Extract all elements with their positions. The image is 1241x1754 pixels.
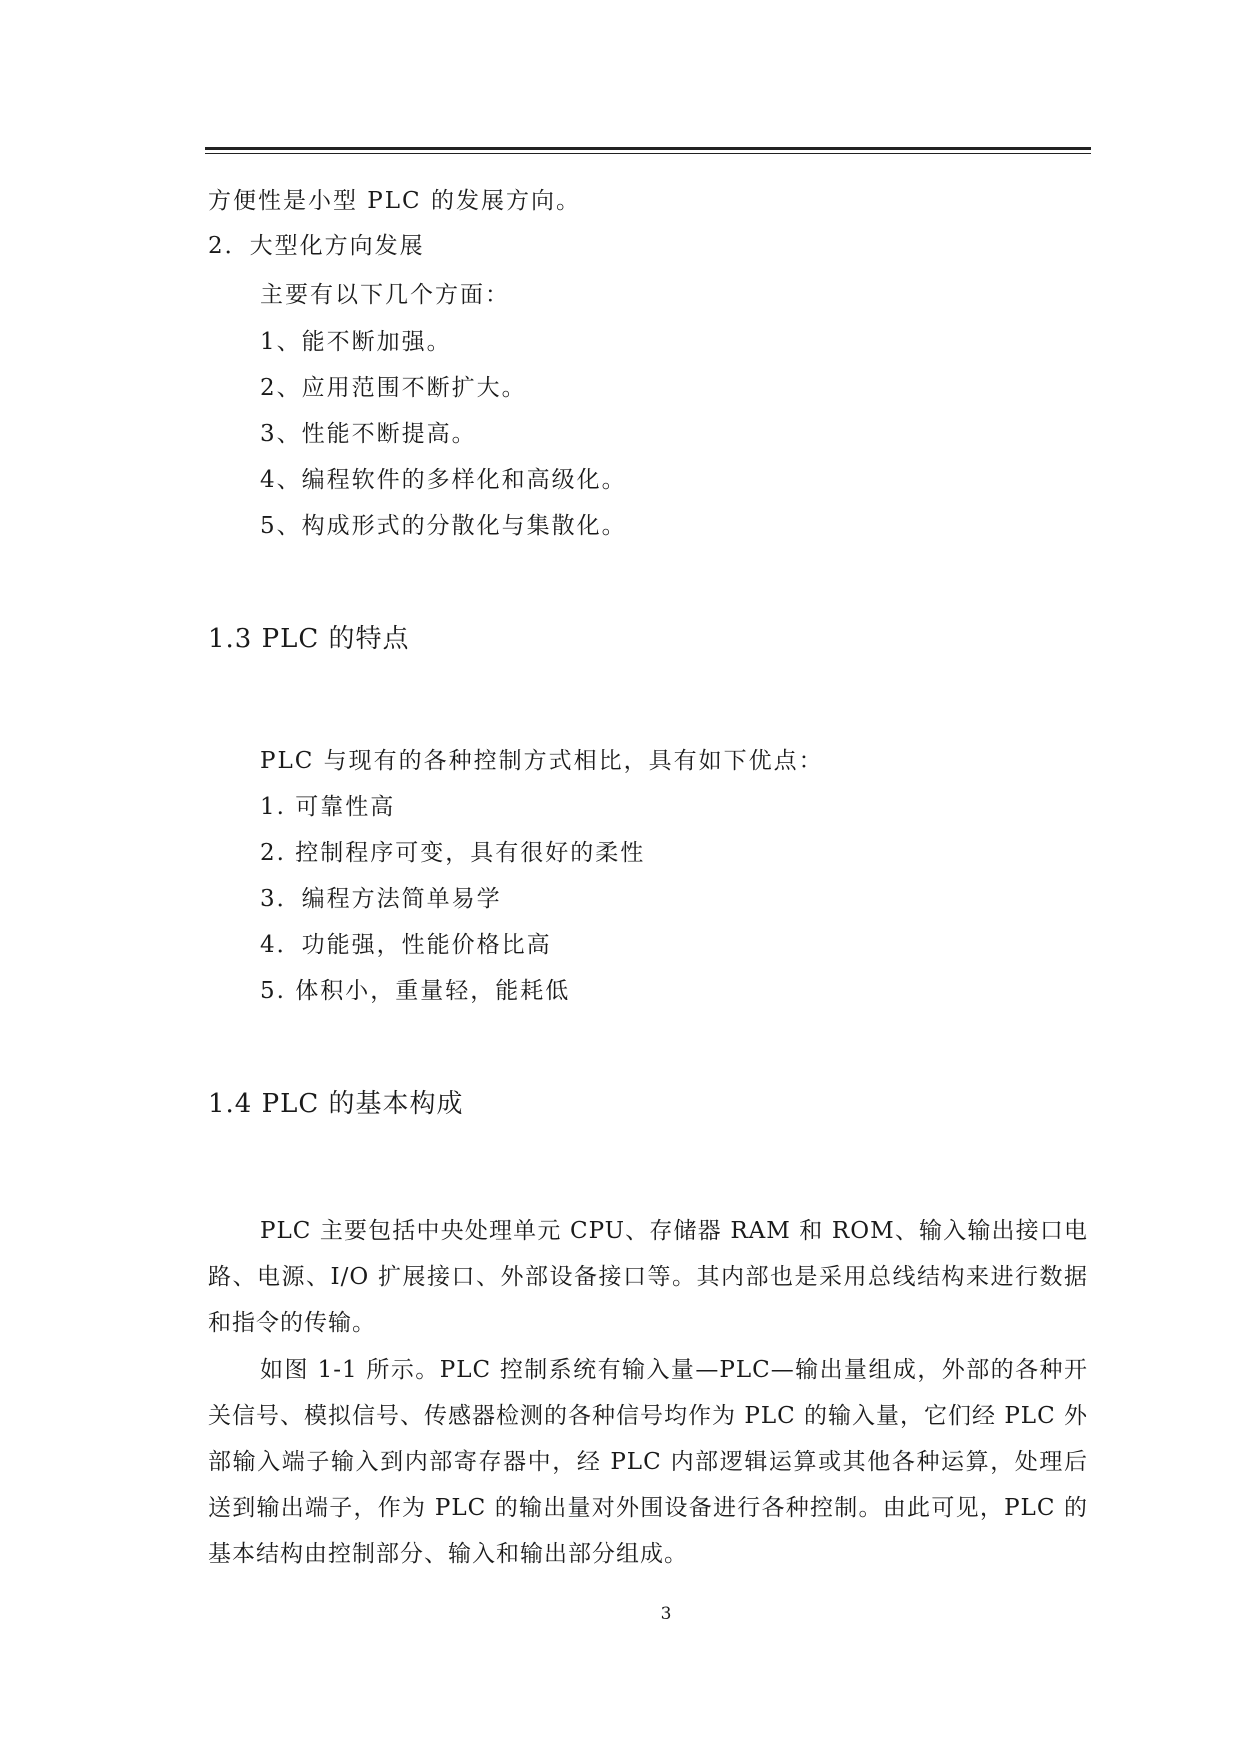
- list-item: 2. 控制程序可变，具有很好的柔性: [260, 840, 646, 866]
- list-item: 3．编程方法简单易学: [260, 886, 502, 912]
- list-item: 4、编程软件的多样化和高级化。: [260, 467, 627, 493]
- list-item: 4．功能强，性能价格比高: [260, 932, 552, 958]
- item2-lead: 主要有以下几个方面：: [260, 282, 510, 308]
- list-item: 1. 可靠性高: [260, 794, 396, 820]
- header-rule-thick: [205, 147, 1091, 150]
- list-item: 5、构成形式的分散化与集散化。: [260, 513, 627, 539]
- section-heading-1-3: 1.3 PLC 的特点: [208, 624, 410, 654]
- continuation-line: 方便性是小型 PLC 的发展方向。: [208, 188, 581, 214]
- list-item: 2、应用范围不断扩大。: [260, 375, 527, 401]
- page-number: 3: [660, 1604, 672, 1624]
- header-rule-thin: [205, 153, 1091, 154]
- paragraph: PLC 主要包括中央处理单元 CPU、存储器 RAM 和 ROM、输入输出接口电路、电源、I/O 扩展接口、外部设备接口等。其内部也是采用总线结构来进行数据和指令的传输。: [208, 1218, 1088, 1336]
- list-item: 1、能不断加强。: [260, 329, 452, 355]
- item2-title: 2．大型化方向发展: [208, 233, 425, 259]
- paragraph: 如图 1-1 所示。PLC 控制系统有输入量—PLC—输出量组成，外部的各种开关信号、模拟信号、传感器检测的各种信号均作为 PLC 的输入量，它们经 PLC 外部输入端子输入到内部寄存器中，经 PLC 内部逻辑运算或其他各种运算，处理后送到输出端子，作为 PLC 的输出量对外围设备进行各种控制。由此可见，PLC 的基本结构由控制部分、输入和输出部分组成。: [208, 1357, 1088, 1567]
- section-1-3-lead: PLC 与现有的各种控制方式相比，具有如下优点：: [260, 748, 824, 774]
- section-heading-1-4: 1.4 PLC 的基本构成: [208, 1089, 464, 1119]
- list-item: 5. 体积小，重量轻，能耗低: [260, 978, 571, 1004]
- list-item: 3、性能不断提高。: [260, 421, 477, 447]
